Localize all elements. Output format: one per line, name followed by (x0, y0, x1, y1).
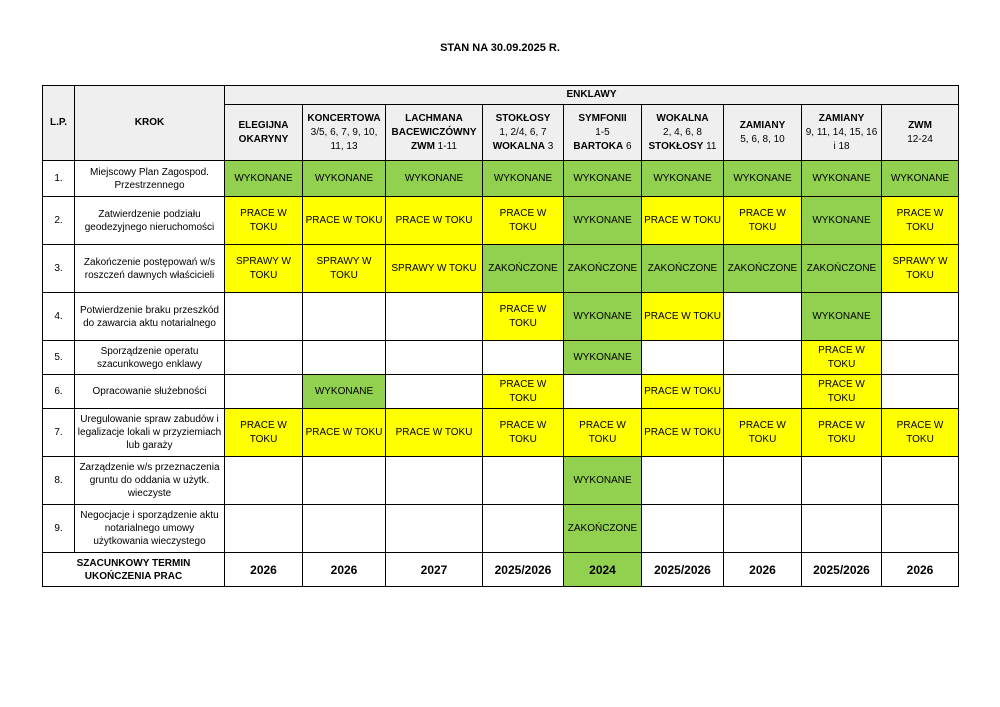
enklawa-street: ZWM (411, 140, 435, 152)
status-cell: WYKONANE (802, 293, 882, 341)
status-cell (483, 505, 564, 553)
header-lp: L.P. (43, 86, 75, 161)
step-name: Zakończenie postępowań w/s roszczeń dawnych właścicieli (75, 245, 225, 293)
enklawa-line: 5, 6, 8, 10 (740, 133, 785, 145)
table-row (43, 505, 959, 553)
enklawa-header (564, 105, 642, 161)
enklawa-header (303, 105, 386, 161)
table-row (43, 341, 959, 375)
status-cell (724, 457, 802, 505)
enklawa-header (724, 105, 802, 161)
status-cell (225, 293, 303, 341)
status-cell: ZAKOŃCZONE (802, 245, 882, 293)
status-cell: PRACE W TOKU (483, 409, 564, 457)
status-cell (386, 341, 483, 375)
status-cell (225, 341, 303, 375)
enklawa-header (642, 105, 724, 161)
enklawa-header (483, 105, 564, 161)
status-cell: PRACE W TOKU (303, 409, 386, 457)
status-cell: PRACE W TOKU (386, 197, 483, 245)
enklawa-line: 3/5, 6, 7, 9, 10, 11, 13 (310, 126, 378, 152)
enklawa-numbers: 11 (703, 140, 717, 152)
completion-year: 2026 (225, 553, 303, 587)
table-row (43, 293, 959, 341)
enklawa-line: 2, 4, 6, 8 (663, 126, 702, 138)
step-name: Uregulowanie spraw zabudów i legalizacje lokali w przyziemiach lub garaży (75, 409, 225, 457)
status-cell (225, 505, 303, 553)
status-cell: WYKONANE (802, 197, 882, 245)
status-cell (882, 293, 959, 341)
table-row (43, 375, 959, 409)
status-cell: WYKONANE (724, 161, 802, 197)
completion-year: 2026 (724, 553, 802, 587)
enklawa-line: 1-5 (595, 126, 610, 138)
status-cell (386, 457, 483, 505)
enklawa-line (644, 140, 721, 154)
status-cell: PRACE W TOKU (642, 375, 724, 409)
header-krok: KROK (75, 86, 225, 161)
status-cell: ZAKOŃCZONE (483, 245, 564, 293)
status-cell: PRACE W TOKU (483, 375, 564, 409)
status-cell: PRACE W TOKU (882, 409, 959, 457)
enklawa-street: STOKŁOSY (648, 140, 704, 152)
enklawa-numbers: 1-11 (434, 140, 457, 152)
status-cell: SPRAWY W TOKU (882, 245, 959, 293)
row-number: 1. (43, 161, 75, 197)
status-cell (303, 341, 386, 375)
enklawa-header (225, 105, 303, 161)
enklawa-line (485, 140, 561, 154)
status-cell: PRACE W TOKU (802, 375, 882, 409)
status-cell: WYKONANE (483, 161, 564, 197)
status-cell (483, 457, 564, 505)
enklawa-line: 9, 11, 14, 15, 16 i 18 (805, 126, 878, 152)
status-cell: WYKONANE (642, 161, 724, 197)
status-cell (724, 341, 802, 375)
status-cell: WYKONANE (564, 197, 642, 245)
table-row (43, 161, 959, 197)
completion-year: 2027 (386, 553, 483, 587)
status-cell (642, 505, 724, 553)
status-cell (386, 375, 483, 409)
enklawa-line: 1, 2/4, 6, 7 (499, 126, 547, 138)
status-cell (564, 375, 642, 409)
table-row (43, 409, 959, 457)
enklawa-line: WOKALNA (656, 112, 709, 124)
status-cell: PRACE W TOKU (802, 341, 882, 375)
status-cell (303, 293, 386, 341)
enklawa-line (566, 140, 639, 154)
enklawa-header (882, 105, 959, 161)
enklawa-line: ZAMIANY (818, 112, 865, 124)
step-name: Potwierdzenie braku przeszkód do zawarcia aktu notarialnego (75, 293, 225, 341)
enklawa-numbers: 6 (623, 140, 632, 152)
status-cell: WYKONANE (303, 161, 386, 197)
status-cell: PRACE W TOKU (642, 293, 724, 341)
enklawa-line: BACEWICZÓWNY (391, 126, 477, 138)
completion-year: 2025/2026 (802, 553, 882, 587)
enklawa-line: 12-24 (907, 133, 933, 145)
status-cell: ZAKOŃCZONE (642, 245, 724, 293)
row-number: 3. (43, 245, 75, 293)
status-cell: PRACE W TOKU (724, 197, 802, 245)
row-number: 8. (43, 457, 75, 505)
enklawa-line (388, 140, 480, 154)
status-cell: WYKONANE (564, 293, 642, 341)
status-cell (802, 505, 882, 553)
status-cell (303, 505, 386, 553)
enklawa-numbers: 3 (544, 140, 554, 152)
status-cell (483, 341, 564, 375)
table-row (43, 197, 959, 245)
status-cell (724, 293, 802, 341)
status-cell: ZAKOŃCZONE (564, 245, 642, 293)
status-cell: PRACE W TOKU (642, 197, 724, 245)
status-cell (724, 505, 802, 553)
status-cell: SPRAWY W TOKU (225, 245, 303, 293)
status-cell: PRACE W TOKU (483, 197, 564, 245)
step-name: Sporządzenie operatu szacunkowego enklawy (75, 341, 225, 375)
step-name: Opracowanie służebności (75, 375, 225, 409)
enklawa-header (802, 105, 882, 161)
status-cell (802, 457, 882, 505)
completion-row (43, 553, 959, 587)
status-cell: PRACE W TOKU (642, 409, 724, 457)
completion-year: 2025/2026 (642, 553, 724, 587)
status-cell (882, 457, 959, 505)
table-row (43, 245, 959, 293)
row-number: 4. (43, 293, 75, 341)
step-name: Negocjacje i sporządzenie aktu notarialnego umowy użytkowania wieczystego (75, 505, 225, 553)
status-cell (225, 375, 303, 409)
status-cell: SPRAWY W TOKU (303, 245, 386, 293)
status-cell: ZAKOŃCZONE (724, 245, 802, 293)
status-table (42, 85, 959, 587)
status-cell: PRACE W TOKU (483, 293, 564, 341)
status-cell (225, 457, 303, 505)
status-cell: PRACE W TOKU (386, 409, 483, 457)
status-cell: ZAKOŃCZONE (564, 505, 642, 553)
completion-year: 2026 (303, 553, 386, 587)
status-cell: PRACE W TOKU (225, 197, 303, 245)
status-cell: WYKONANE (386, 161, 483, 197)
status-cell (882, 505, 959, 553)
row-number: 6. (43, 375, 75, 409)
completion-year: 2025/2026 (483, 553, 564, 587)
status-cell: WYKONANE (303, 375, 386, 409)
completion-year: 2024 (564, 553, 642, 587)
status-cell (642, 341, 724, 375)
status-cell (724, 375, 802, 409)
status-cell: PRACE W TOKU (303, 197, 386, 245)
status-cell (882, 375, 959, 409)
enklawa-line: ZWM (908, 119, 932, 131)
enklawa-line: SYMFONII (578, 112, 627, 124)
status-cell (303, 457, 386, 505)
enklawa-line: OKARYNY (238, 133, 289, 145)
status-cell: PRACE W TOKU (802, 409, 882, 457)
page-title: STAN NA 30.09.2025 R. (440, 42, 560, 54)
enklawa-line: STOKŁOSY (495, 112, 551, 124)
status-cell: WYKONANE (564, 457, 642, 505)
step-name: Miejscowy Plan Zagospod. Przestrzennego (75, 161, 225, 197)
status-cell (642, 457, 724, 505)
status-cell: PRACE W TOKU (225, 409, 303, 457)
status-cell: PRACE W TOKU (724, 409, 802, 457)
enklawa-header (386, 105, 483, 161)
status-cell: WYKONANE (564, 341, 642, 375)
enklawa-line: ZAMIANY (739, 119, 786, 131)
completion-year: 2026 (882, 553, 959, 587)
row-number: 5. (43, 341, 75, 375)
status-cell: SPRAWY W TOKU (386, 245, 483, 293)
header-enklawy: ENKLAWY (225, 86, 959, 105)
status-cell: WYKONANE (564, 161, 642, 197)
status-cell (386, 505, 483, 553)
enklawa-line: ELEGIJNA (238, 119, 289, 131)
status-cell (882, 341, 959, 375)
status-cell: WYKONANE (882, 161, 959, 197)
table-row (43, 457, 959, 505)
status-cell: WYKONANE (802, 161, 882, 197)
status-cell (386, 293, 483, 341)
completion-label: SZACUNKOWY TERMIN UKOŃCZENIA PRAC (43, 553, 225, 587)
status-cell: WYKONANE (225, 161, 303, 197)
row-number: 7. (43, 409, 75, 457)
status-cell: PRACE W TOKU (564, 409, 642, 457)
enklawa-line: KONCERTOWA (307, 112, 381, 124)
enklawa-street: BARTOKA (573, 140, 624, 152)
row-number: 9. (43, 505, 75, 553)
enklawa-line: LACHMANA (405, 112, 463, 124)
enklawa-street: WOKALNA (492, 140, 545, 152)
step-name: Zatwierdzenie podziału geodezyjnego nieruchomości (75, 197, 225, 245)
row-number: 2. (43, 197, 75, 245)
status-cell: PRACE W TOKU (882, 197, 959, 245)
step-name: Zarządzenie w/s przeznaczenia gruntu do oddania w użytk. wieczyste (75, 457, 225, 505)
